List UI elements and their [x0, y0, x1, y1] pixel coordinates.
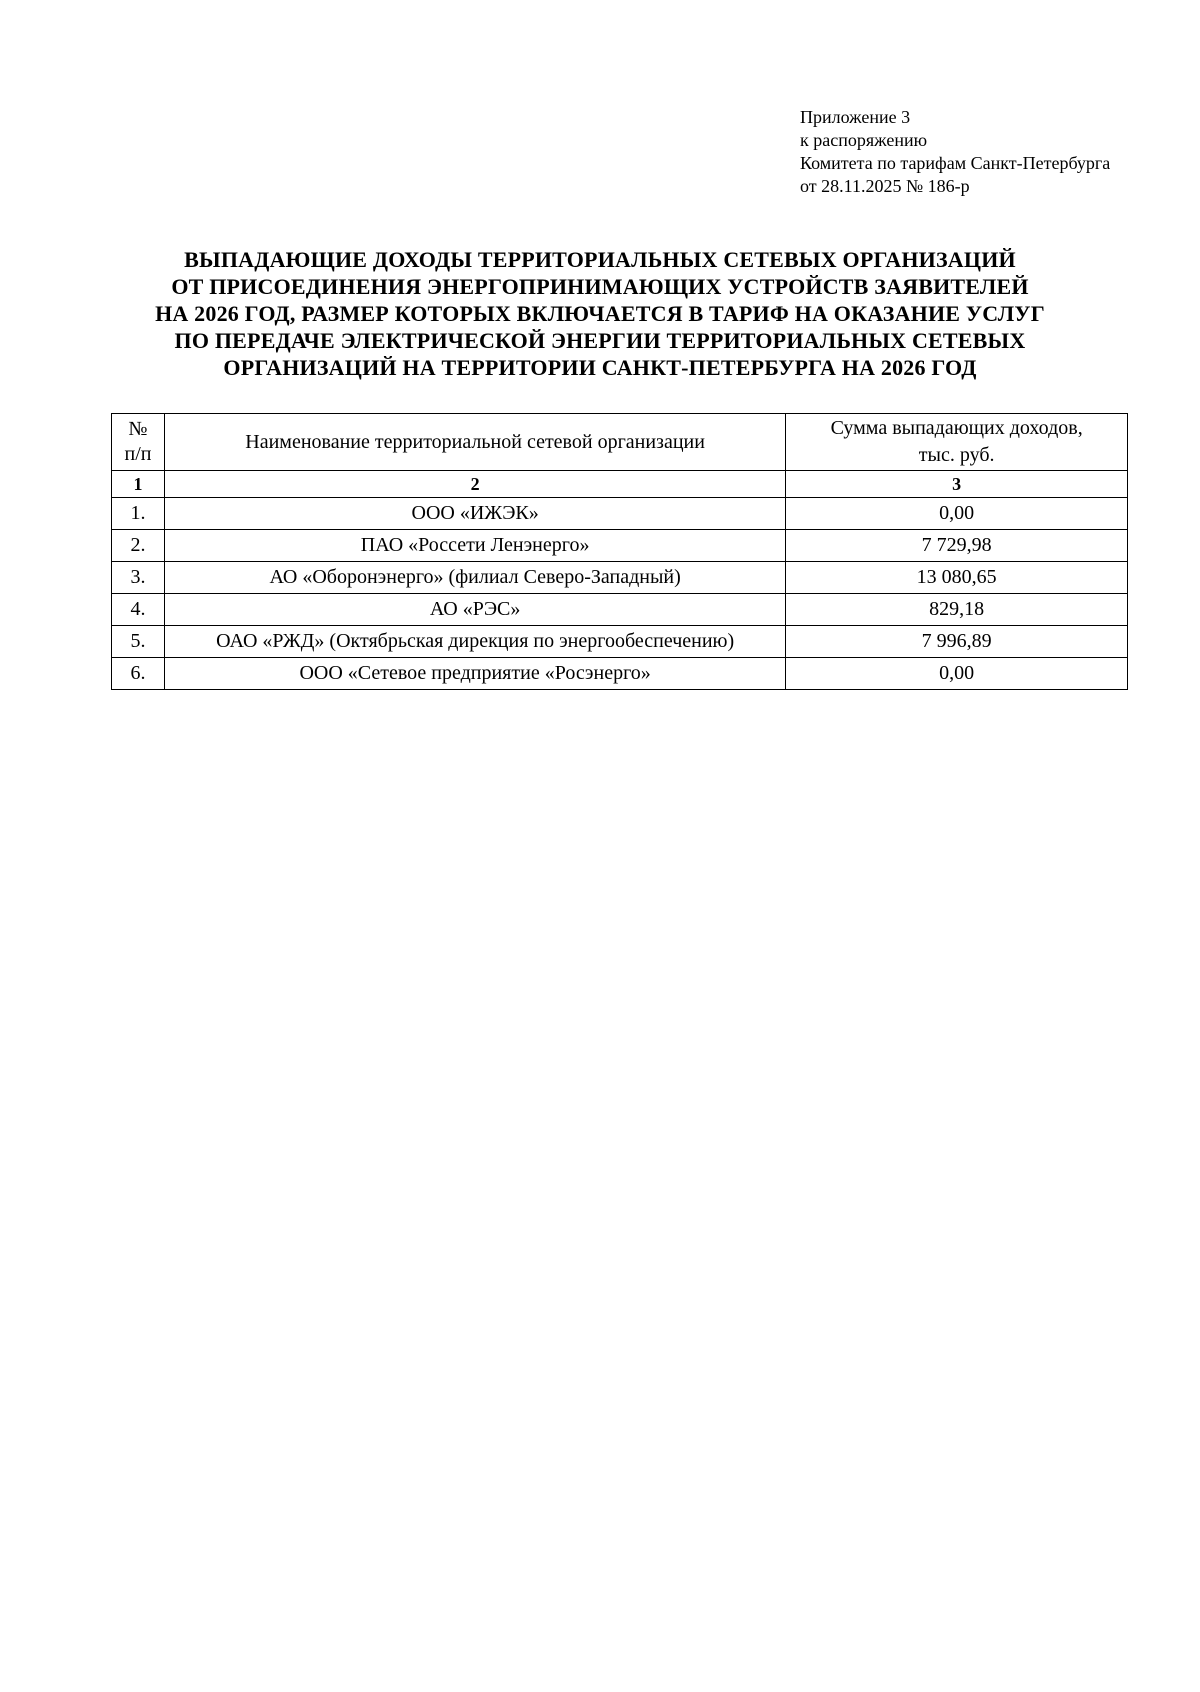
table-row	[112, 594, 1128, 626]
column-number: 2	[164, 471, 785, 498]
row-number: 5.	[112, 626, 165, 658]
lost-revenue-value: 0,00	[786, 658, 1128, 690]
header-sum-line: тыс. руб.	[918, 444, 995, 466]
row-number: 1.	[112, 498, 165, 530]
header-organization-name: Наименование территориальной сетевой организации	[164, 414, 785, 471]
header-number-line: №	[128, 418, 148, 440]
lost-revenue-value: 829,18	[786, 594, 1128, 626]
title-line: ОРГАНИЗАЦИЙ НА ТЕРРИТОРИИ САНКТ-ПЕТЕРБУРГА НА 2026 ГОД	[223, 355, 977, 380]
document-title	[100, 246, 1100, 381]
appendix-line: от 28.11.2025 № 186-р	[800, 176, 970, 196]
column-number: 1	[112, 471, 165, 498]
row-number: 3.	[112, 562, 165, 594]
lost-revenue-value: 0,00	[786, 498, 1128, 530]
header-sum-line: Сумма выпадающих доходов,	[830, 417, 1083, 439]
organization-name: ООО «ИЖЭК»	[164, 498, 785, 530]
column-number-row	[112, 471, 1128, 498]
table-header-row	[112, 414, 1128, 471]
lost-revenue-value: 7 729,98	[786, 530, 1128, 562]
organization-name: ООО «Сетевое предприятие «Росэнерго»	[164, 658, 785, 690]
header-number	[112, 414, 165, 471]
lost-revenue-value: 7 996,89	[786, 626, 1128, 658]
organization-name: АО «Оборонэнерго» (филиал Северо-Западный)	[164, 562, 785, 594]
title-line: НА 2026 ГОД, РАЗМЕР КОТОРЫХ ВКЛЮЧАЕТСЯ В ТАРИФ НА ОКАЗАНИЕ УСЛУГ	[155, 301, 1045, 326]
table-row	[112, 658, 1128, 690]
lost-revenue-value: 13 080,65	[786, 562, 1128, 594]
organization-name: ПАО «Россети Ленэнерго»	[164, 530, 785, 562]
table-row	[112, 498, 1128, 530]
organization-name: ОАО «РЖД» (Октябрьская дирекция по энергообеспечению)	[164, 626, 785, 658]
appendix-reference	[800, 106, 1110, 198]
title-line: ОТ ПРИСОЕДИНЕНИЯ ЭНЕРГОПРИНИМАЮЩИХ УСТРОЙСТВ ЗАЯВИТЕЛЕЙ	[171, 274, 1029, 299]
appendix-line: Комитета по тарифам Санкт-Петербурга	[800, 153, 1111, 173]
title-line: ВЫПАДАЮЩИЕ ДОХОДЫ ТЕРРИТОРИАЛЬНЫХ СЕТЕВЫХ ОРГАНИЗАЦИЙ	[184, 247, 1016, 272]
table-row	[112, 530, 1128, 562]
title-line: ПО ПЕРЕДАЧЕ ЭЛЕКТРИЧЕСКОЙ ЭНЕРГИИ ТЕРРИТОРИАЛЬНЫХ СЕТЕВЫХ	[174, 328, 1026, 353]
table-row	[112, 562, 1128, 594]
header-lost-revenue-sum	[786, 414, 1128, 471]
header-number-line: п/п	[124, 443, 152, 465]
organization-name: АО «РЭС»	[164, 594, 785, 626]
row-number: 6.	[112, 658, 165, 690]
column-number: 3	[786, 471, 1128, 498]
lost-revenue-table	[111, 413, 1128, 690]
row-number: 4.	[112, 594, 165, 626]
appendix-line: Приложение 3	[800, 107, 911, 127]
row-number: 2.	[112, 530, 165, 562]
table-row	[112, 626, 1128, 658]
appendix-line: к распоряжению	[800, 130, 928, 150]
